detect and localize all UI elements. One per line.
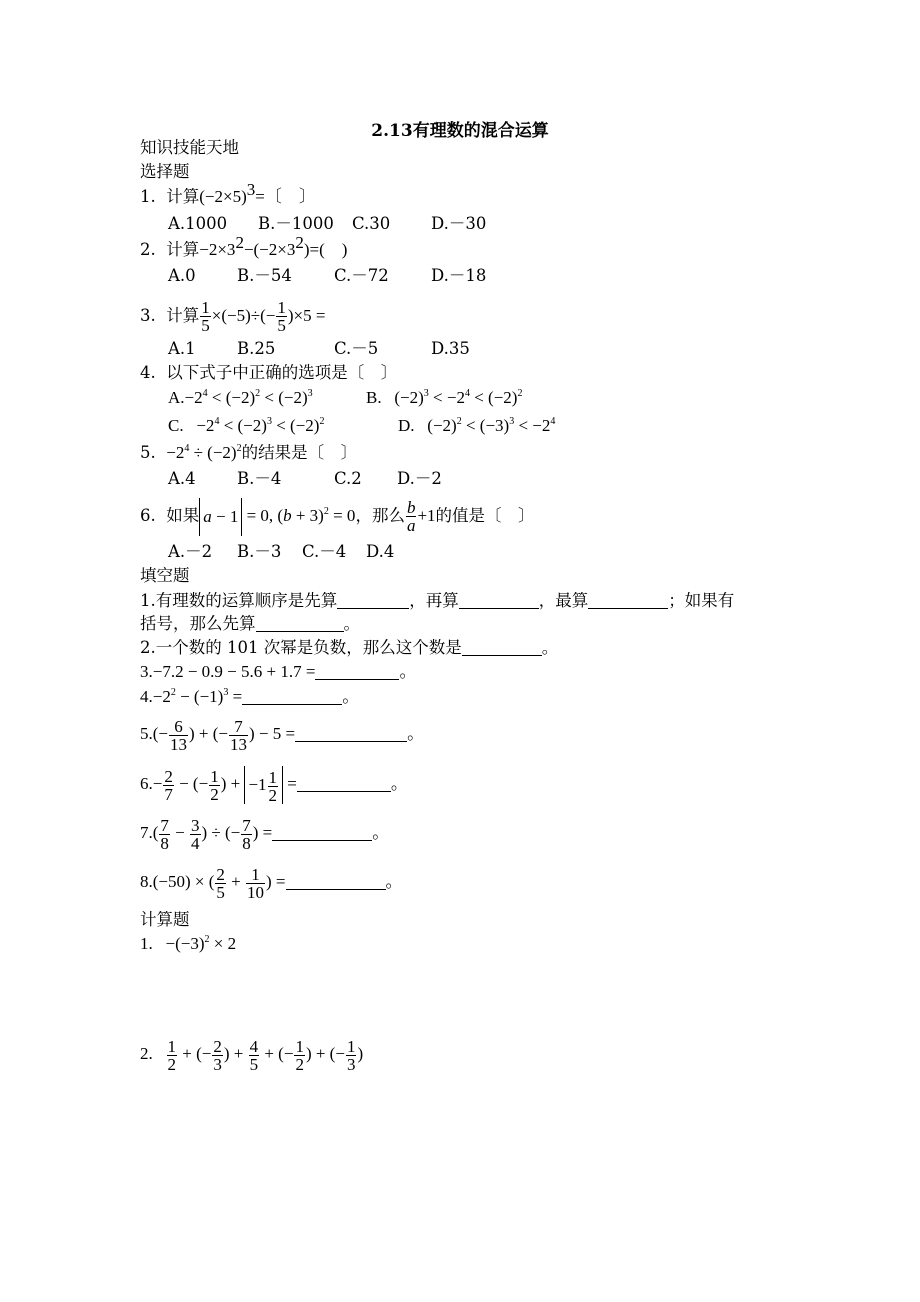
- answer-blank[interactable]: [256, 615, 344, 632]
- q6-option-c: C.－4: [302, 542, 347, 561]
- q2-option-c: C.－72: [334, 266, 389, 285]
- fill-question-6: 6.− $\frac{2}{7}$ − (− $\frac{1}{2}$ ) + −1 $\frac{1}{2}$ = 。: [140, 766, 408, 805]
- q3-option-d: D.35: [431, 339, 470, 358]
- page-title: 2.13有理数的混合运算: [371, 121, 549, 141]
- choice-question-5: 5. $-2^4 \div (-2)^2$的结果是〔 〕: [140, 443, 358, 462]
- q1-option-b: B.－1000: [258, 214, 334, 233]
- fill-question-5: 5.(− $\frac{6}{13}$ ) + (− $\frac{7}{13}$ ) − 5 = 。: [140, 716, 425, 754]
- q3-option-b: B.25: [237, 339, 276, 358]
- choice-question-1: 1. 计算$(-2\times 5)^3=$〔 〕: [140, 180, 316, 206]
- choice-question-2: 2. 计算$-2\times 3^2-(-2\times 3^2)=$( ): [140, 233, 348, 259]
- answer-blank[interactable]: [242, 688, 342, 705]
- q4-option-a: $A.-2^4 < (-2)^2 < (-2)^3$: [168, 388, 313, 407]
- q2-option-a: A.0: [168, 266, 196, 285]
- q5-option-d: D.－2: [397, 469, 442, 488]
- q1-option-d: D.－30: [431, 214, 487, 233]
- answer-blank[interactable]: [272, 824, 372, 841]
- fill-question-1-cont: 括号，那么先算 。: [140, 614, 360, 633]
- answer-blank[interactable]: [315, 663, 399, 680]
- choice-question-6: 6. 如果 a − 1 = 0, $(b + 3)^2 = 0$，那么 $\frac{b}{a}$ +1的值是〔 〕: [140, 498, 535, 535]
- q2-option-b: B.－54: [237, 266, 292, 285]
- q5-option-b: B.－4: [237, 469, 282, 488]
- q4-option-d: D. $(-2)^2 < (-3)^3 < -2^4$: [398, 416, 556, 435]
- q6-option-a: A.－2: [168, 542, 213, 561]
- fill-question-8: 8.(−50) × ( $\frac{2}{5}$ + $\frac{1}{10}$ ) = 。: [140, 864, 403, 902]
- q5-option-c: C.2: [334, 469, 362, 488]
- answer-blank[interactable]: [588, 592, 668, 609]
- choice-question-3: 3. 计算 $\frac{1}{5}$ ×(−5)÷(− $\frac{1}{5}$ )×5 =: [140, 298, 326, 335]
- fill-question-4: $4.-2^2 - (-1)^3$ = 。: [140, 687, 360, 706]
- fill-question-3: 3.−7.2 − 0.9 − 5.6 + 1.7 = 。: [140, 662, 417, 681]
- fill-question-1: 1.有理数的运算顺序是先算 ，再算 ，最算 ；如果有: [140, 591, 735, 610]
- q6-option-b: B.－3: [237, 542, 282, 561]
- calc-heading: 计算题: [140, 910, 190, 929]
- q4-option-c: C. $-2^4 < (-2)^3 < (-2)^2$: [168, 416, 325, 435]
- answer-blank[interactable]: [286, 873, 386, 890]
- answer-blank[interactable]: [297, 775, 391, 792]
- calc-question-2: 2. $\frac{1}{2}$ + (− $\frac{2}{3}$ ) + $\frac{4}{5}$ + (− $\frac{1}{2}$ ) + (− $\frac{1}{3}$ ): [140, 1036, 364, 1074]
- answer-blank[interactable]: [462, 639, 542, 656]
- answer-blank[interactable]: [459, 592, 539, 609]
- calc-question-1: 1. $-(-3)^2 \times 2$: [140, 934, 237, 953]
- answer-blank[interactable]: [295, 725, 407, 742]
- q1-option-a: A.1000: [168, 214, 228, 233]
- section-heading: 知识技能天地: [140, 138, 239, 157]
- q6-option-d: D.4: [366, 542, 395, 561]
- choice-heading: 选择题: [140, 162, 190, 181]
- fill-heading: 填空题: [140, 566, 190, 585]
- answer-blank[interactable]: [337, 592, 409, 609]
- fill-question-7: 7.( $\frac{7}{8}$ − $\frac{3}{4}$ ) ÷ (− $\frac{7}{8}$ ) = 。: [140, 815, 390, 853]
- q5-option-a: A.4: [168, 469, 196, 488]
- choice-question-4: 4. 以下式子中正确的选项是〔 〕: [140, 363, 398, 382]
- q2-option-d: D.－18: [431, 266, 487, 285]
- q3-option-a: A.1: [168, 339, 196, 358]
- fill-question-2: 2.一个数的 101 次幂是负数，那么这个数是 。: [140, 638, 559, 657]
- q3-option-c: C.－5: [334, 339, 379, 358]
- q1-option-c: C.30: [352, 214, 391, 233]
- q4-option-b: B. $(-2)^3 < -2^4 < (-2)^2$: [366, 388, 523, 407]
